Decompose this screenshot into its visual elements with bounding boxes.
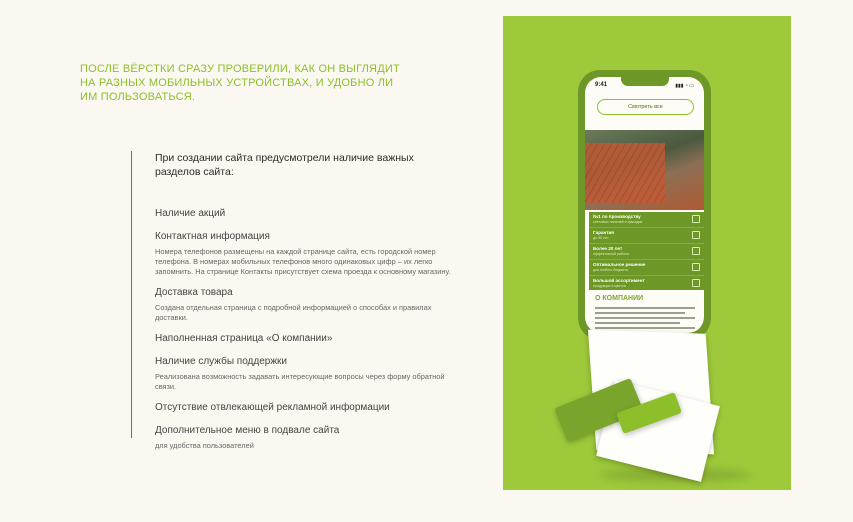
feature-title: Наличие акций xyxy=(155,208,226,219)
status-time: 9:41 xyxy=(595,82,608,88)
phone-screen xyxy=(585,77,704,333)
signal-battery-icon: ▮▮▮ ◔ ▭ xyxy=(675,83,694,89)
feature-title: Контактная информация xyxy=(155,231,270,242)
factory-icon xyxy=(692,215,700,223)
advantage-item: Оптимальное решение для любого бюджета xyxy=(589,260,704,276)
feature-desc: для удобства пользователей xyxy=(155,441,254,450)
divider-line xyxy=(131,151,132,438)
feature-title: Доставка товара xyxy=(155,287,233,298)
feature-desc: Создана отдельная страница с подробной информацией о способах и правилах доставки. xyxy=(155,303,432,322)
view-all-button[interactable]: Смотреть все xyxy=(597,99,694,115)
feature-title: Наличие службы поддержки xyxy=(155,356,287,367)
wallet-icon xyxy=(692,263,700,271)
headline: ПОСЛЕ ВЁРСТКИ СРАЗУ ПРОВЕРИЛИ, КАК ОН ВЫГЛЯДИТ НА РАЗНЫХ МОБИЛЬНЫХ УСТРОЙСТВАХ, И УДОБНО ЛИ ИМ ПОЛЬЗОВАТЬСЯ. xyxy=(80,63,400,103)
features-list xyxy=(155,151,455,460)
advantage-item: №1 по производству стеновых панелей и фасадов xyxy=(589,212,704,228)
advantage-item: Гарантия до 50 лет xyxy=(589,228,704,244)
calendar-icon xyxy=(692,247,700,255)
intro-text: При создании сайта предусмотрели наличие важных разделов сайта: xyxy=(155,152,414,178)
feature-desc: Номера телефонов размещены на каждой странице сайта, есть городской номер телефона. В номерах мобильных телефонов много одинаковых цифр – их легко запомнить. На странице Контакты присутствует схема проезда к основному магазину. xyxy=(155,247,451,276)
phone-notch xyxy=(621,77,669,86)
feature-title: Дополнительное меню в подвале сайта xyxy=(155,425,340,436)
about-title: О КОМПАНИИ xyxy=(595,295,644,302)
about-text-lines xyxy=(595,307,695,332)
roof-tiles-image xyxy=(585,143,665,203)
advantage-item: Более 20 лет эффективной работы xyxy=(589,244,704,260)
feature-title: Наполненная страница «О компании» xyxy=(155,333,333,344)
shield-icon xyxy=(692,231,700,239)
advantages-block xyxy=(589,212,704,290)
palette-icon xyxy=(692,279,700,287)
feature-title: Отсутствие отвлекающей рекламной информации xyxy=(155,402,390,413)
advantage-item: Большой ассортимент продукции и цветов xyxy=(589,276,704,291)
feature-desc: Реализована возможность задавать интересующие вопросы через форму обратной связи. xyxy=(155,372,445,391)
